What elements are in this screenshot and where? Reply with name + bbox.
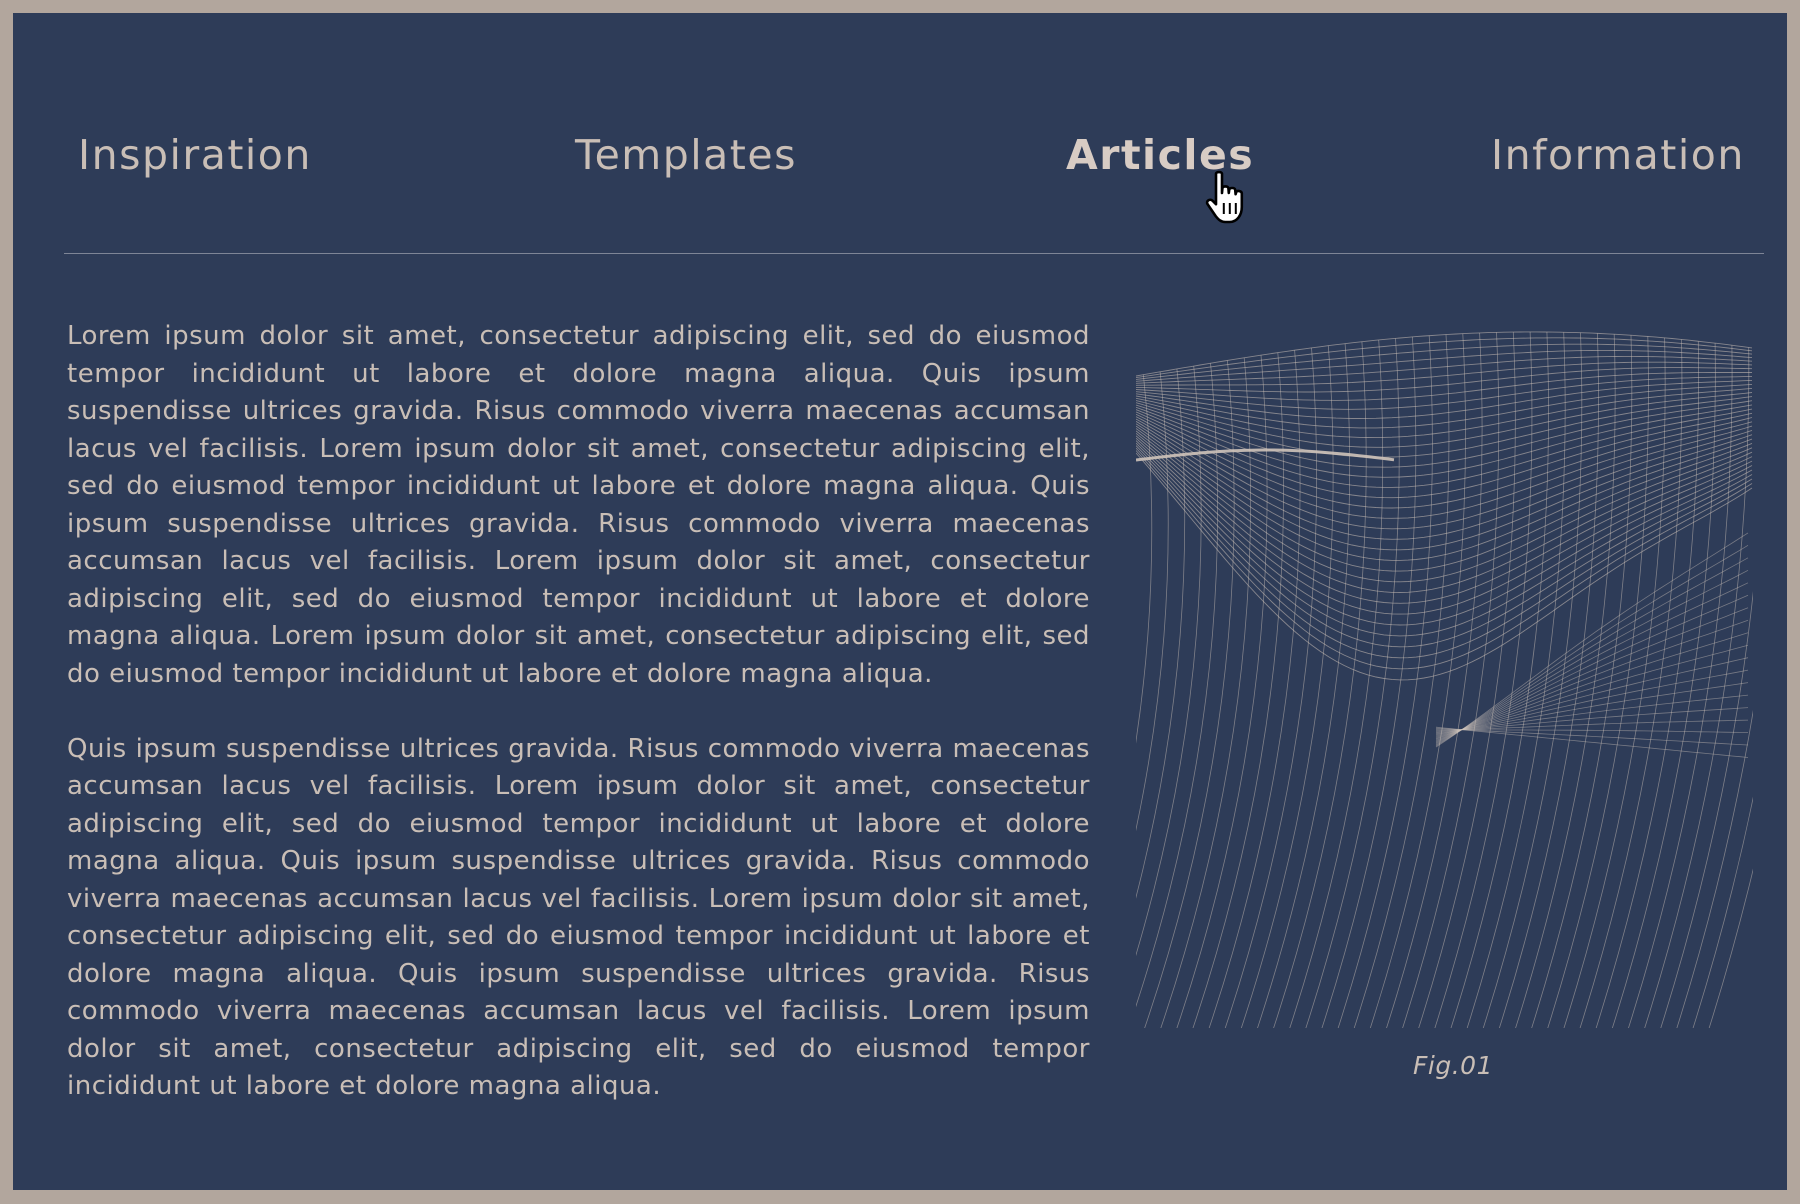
mesh-line <box>1136 409 1752 487</box>
mesh-line <box>1436 570 1748 743</box>
mesh-line <box>1436 645 1748 737</box>
mesh-line <box>1174 355 1268 1028</box>
mesh-line <box>1270 342 1366 1028</box>
nav-item-information[interactable]: Information <box>1491 131 1745 179</box>
mesh-line <box>1136 384 1752 428</box>
mesh-line <box>1136 375 1152 1028</box>
top-navigation <box>64 13 1764 254</box>
mesh-line <box>1136 405 1752 477</box>
mesh-line <box>1238 346 1333 1028</box>
mesh-line <box>1136 453 1752 680</box>
mesh-line <box>1136 419 1752 529</box>
mesh-line <box>1436 558 1748 745</box>
mesh-line <box>1448 332 1549 1028</box>
mesh-line <box>1136 350 1752 381</box>
mesh-line <box>1642 348 1749 1029</box>
mesh-line <box>1136 376 1752 409</box>
figure-caption: Fig.01 <box>1413 1051 1493 1080</box>
mesh-line <box>1625 345 1732 1028</box>
hand-pointer-cursor-icon <box>1204 169 1252 229</box>
mesh-line <box>1136 450 1394 460</box>
nav-item-articles[interactable]: Articles <box>1066 131 1255 179</box>
mesh-line <box>1593 341 1699 1028</box>
article-paragraph: Lorem ipsum dolor sit amet, consectetur adipiscing elit, sed do eiusmod tempor incididunt ut labore et dolore magna aliqua. Quis ipsum suspendisse ultrices gravida. Risus commodo viverra maecenas accumsan lacus vel facilisis. Lorem ipsum dolor sit amet, consectetur adipiscing elit, sed do eiusmod tempor incididunt ut labore et dolore magna aliqua. Quis ipsum suspendisse ultrices gravida. Risus commodo viverra maecenas accumsan lacus vel facilisis. Lorem ipsum dolor sit amet, consectetur adipiscing elit, sed do eiusmod tempor incididunt ut labore et dolore magna aliqua. Lorem ipsum dolor sit amet, consectetur adipiscing elit, sed do eiusmod tempor incididunt ut labore et dolore magna aliqua. <box>67 321 1090 689</box>
mesh-line <box>1545 337 1649 1029</box>
article-paragraph: Quis ipsum suspendisse ultrices gravida. Risus commodo viverra maecenas accumsan lacus vel facilisis. Lorem ipsum dolor sit amet, consectetur adipiscing elit, sed do eiusmod tempor incididunt ut labore et dolore magna aliqua. Quis ipsum suspendisse ultrices gravida. Risus commodo viverra maecenas accumsan lacus vel facilisis. Lorem ipsum dolor sit amet, consectetur adipiscing elit, sed do eiusmod tempor incididunt ut labore et dolore magna aliqua. Quis ipsum suspendisse ultrices gravida. Risus commodo viverra maecenas accumsan lacus vel facilisis. Lorem ipsum dolor sit amet, consectetur adipiscing elit, sed do eiusmod tempor incididunt ut labore et dolore magna aliqua. <box>67 733 1090 1101</box>
mesh-line <box>1136 414 1752 508</box>
mesh-line <box>1480 333 1582 1028</box>
nav-item-templates[interactable]: Templates <box>575 131 797 179</box>
nav-item-inspiration[interactable]: Inspiration <box>78 131 312 179</box>
mesh-line <box>1436 683 1748 734</box>
mesh-line <box>1136 438 1752 614</box>
mesh-line <box>1141 361 1234 1029</box>
article-body <box>67 318 1090 1143</box>
page-frame <box>13 13 1787 1190</box>
mesh-line <box>1136 431 1752 582</box>
mesh-line <box>1254 344 1349 1028</box>
mesh-line <box>1319 337 1416 1028</box>
wave-mesh-illustration <box>1136 318 1753 1028</box>
mesh-line <box>1436 633 1748 739</box>
mesh-line <box>1436 608 1748 741</box>
mesh-line <box>1136 446 1752 647</box>
